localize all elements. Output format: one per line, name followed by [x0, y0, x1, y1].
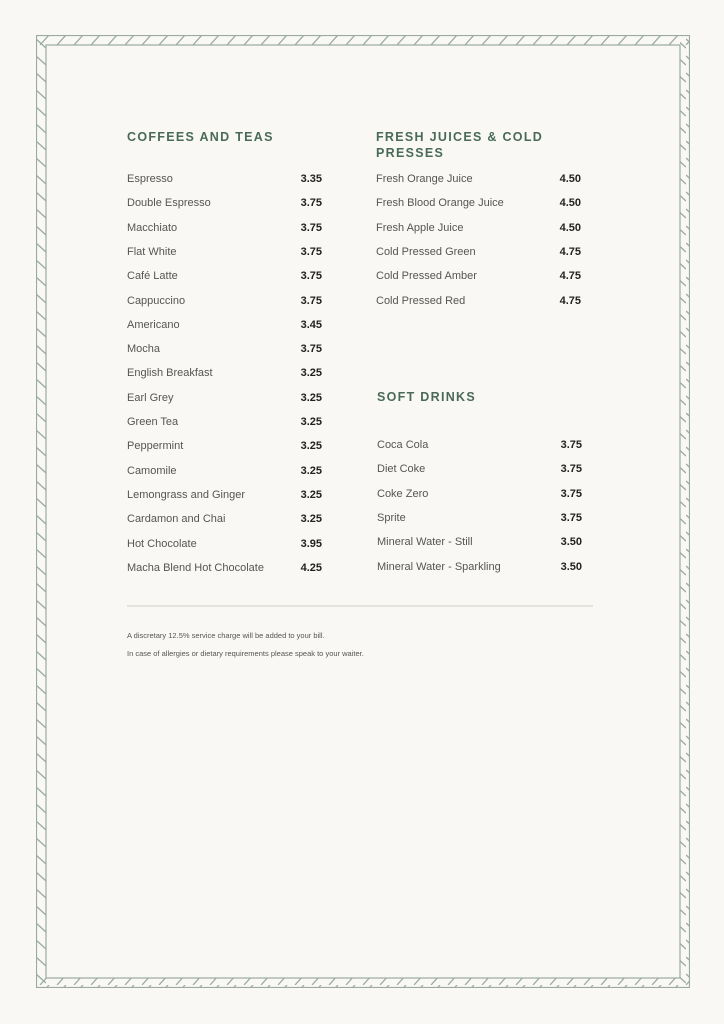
menu-item — [376, 171, 581, 187]
item-name: Cold Pressed Red — [376, 294, 466, 307]
item-name: Coke Zero — [377, 487, 429, 500]
item-name: Cappuccino — [127, 294, 186, 307]
menu-item — [127, 536, 322, 552]
item-name: Fresh Orange Juice — [376, 173, 473, 185]
item-name: Cold Pressed Green — [376, 245, 476, 258]
item-name: Hot Chocolate — [127, 537, 197, 550]
item-name: Sprite — [377, 511, 406, 524]
item-price: 3.50 — [560, 536, 582, 549]
item-price: 3.25 — [300, 488, 322, 501]
item-name: Mocha — [127, 343, 161, 356]
menu-item — [127, 195, 322, 211]
item-price: 3.75 — [300, 294, 322, 307]
menu-item — [377, 559, 582, 575]
coffees-section — [127, 129, 322, 574]
menu-item — [127, 171, 322, 187]
item-name: Peppermint — [127, 440, 184, 453]
item-price: 3.35 — [300, 173, 322, 185]
service-charge-note: A discretary 12.5% service charge will be added to your bill. — [127, 631, 325, 640]
item-price: 3.75 — [560, 487, 582, 500]
soft-drinks-section — [377, 389, 582, 573]
item-price: 3.75 — [300, 270, 322, 283]
item-name: Macchiato — [127, 221, 178, 234]
item-price: 4.50 — [559, 221, 581, 234]
item-price: 4.75 — [559, 270, 581, 283]
item-name: Cardamon and Chai — [127, 513, 226, 526]
item-price: 3.45 — [300, 318, 322, 331]
menu-item — [127, 414, 322, 430]
item-name: Cold Pressed Amber — [376, 270, 477, 283]
item-price: 3.75 — [300, 197, 322, 210]
menu-item — [127, 487, 322, 503]
menu-item — [127, 293, 322, 309]
item-price: 3.75 — [560, 511, 582, 524]
item-name: Americano — [127, 318, 180, 331]
item-price: 4.50 — [559, 173, 581, 185]
item-price: 3.25 — [300, 513, 322, 526]
menu-item — [127, 463, 322, 479]
menu-item — [376, 220, 581, 236]
menu-item — [127, 390, 322, 406]
menu-item — [377, 437, 582, 453]
menu-item — [127, 341, 322, 357]
menu-item — [127, 365, 322, 381]
item-price: 3.75 — [560, 439, 582, 451]
item-name: Espresso — [127, 173, 173, 185]
menu-item — [377, 486, 582, 502]
divider — [127, 605, 593, 607]
menu-item — [127, 268, 322, 284]
item-name: Camomile — [127, 464, 177, 477]
item-name: Café Latte — [127, 270, 178, 283]
menu-item — [376, 293, 581, 309]
item-price: 3.25 — [300, 416, 322, 428]
item-name: Coca Cola — [377, 439, 429, 451]
item-name: Diet Coke — [377, 463, 426, 476]
item-price: 3.25 — [300, 440, 322, 453]
item-name: Flat White — [127, 245, 177, 258]
juices-section — [376, 129, 581, 307]
menu-item — [127, 220, 322, 236]
item-name: Mineral Water - Sparkling — [377, 560, 501, 573]
item-price: 3.75 — [560, 463, 582, 476]
item-name: Macha Blend Hot Chocolate — [127, 561, 264, 574]
menu-item — [127, 317, 322, 333]
item-name: Double Espresso — [127, 197, 211, 210]
menu-item — [377, 461, 582, 477]
item-price: 3.25 — [300, 367, 322, 380]
menu-item — [127, 511, 322, 527]
menu-item — [376, 268, 581, 284]
item-price: 3.25 — [300, 391, 322, 404]
item-price: 3.75 — [300, 221, 322, 234]
item-name: Mineral Water - Still — [377, 536, 473, 549]
menu-item — [127, 244, 322, 260]
item-price: 4.75 — [559, 294, 581, 307]
item-price: 4.75 — [559, 245, 581, 258]
item-price: 3.25 — [300, 464, 322, 477]
item-price: 3.95 — [300, 537, 322, 550]
item-price: 4.25 — [300, 561, 322, 574]
item-name: Earl Grey — [127, 391, 174, 404]
item-price: 3.50 — [560, 560, 582, 573]
item-name: Fresh Blood Orange Juice — [376, 197, 504, 210]
item-name: English Breakfast — [127, 367, 213, 380]
item-price: 3.75 — [300, 343, 322, 356]
item-price: 3.75 — [300, 245, 322, 258]
item-name: Lemongrass and Ginger — [127, 488, 246, 501]
section-title: SOFT DRINKS — [377, 390, 477, 404]
menu-item — [376, 195, 581, 211]
menu-item — [377, 534, 582, 550]
item-name: Fresh Apple Juice — [376, 221, 464, 234]
menu-item — [127, 560, 322, 576]
item-name: Green Tea — [127, 416, 179, 428]
section-title: FRESH JUICES & COLD PRESSES — [376, 130, 544, 160]
menu-item — [127, 438, 322, 454]
section-title: COFFEES AND TEAS — [127, 130, 274, 144]
allergy-note: In case of allergies or dietary requirements please speak to your waiter. — [127, 649, 364, 658]
item-price: 4.50 — [559, 197, 581, 210]
menu-item — [376, 244, 581, 260]
menu-item — [377, 510, 582, 526]
